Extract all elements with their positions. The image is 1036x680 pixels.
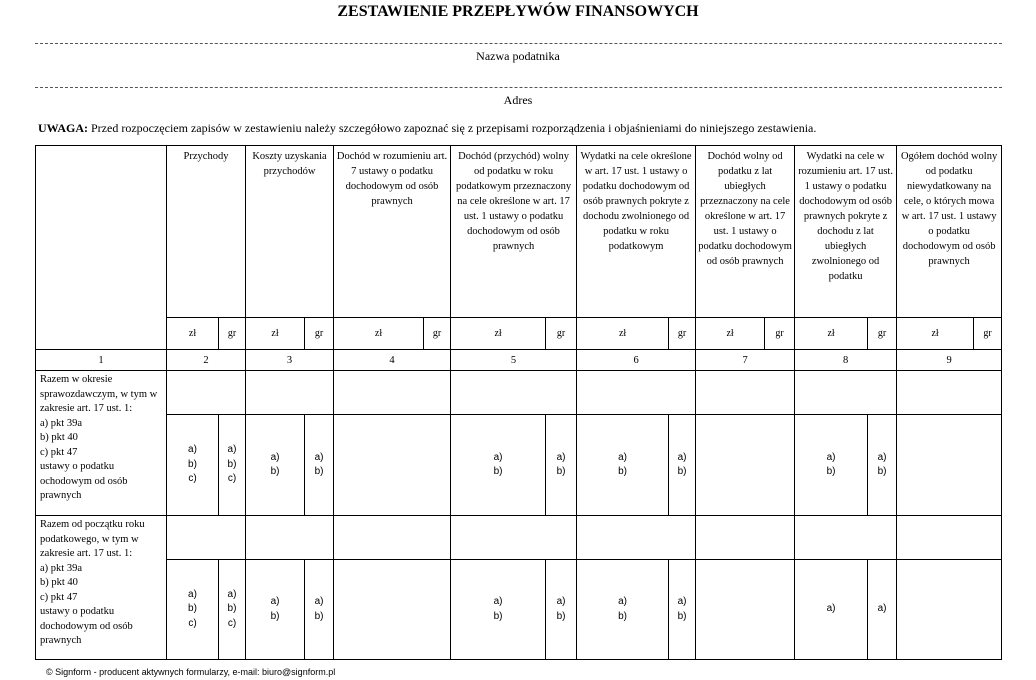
breakdown-gr-income[interactable]: a) b) c) <box>219 560 246 660</box>
breakdown-unspent-total[interactable] <box>897 560 1002 660</box>
total-cell-expenses-current[interactable] <box>577 516 696 560</box>
breakdown-zl-costs[interactable]: a) b) <box>246 415 305 516</box>
breakdown-gr-exempt-income[interactable]: a) b) <box>546 560 577 660</box>
notice <box>38 121 816 136</box>
breakdown-gr-income[interactable]: a) b) c) <box>219 415 246 516</box>
breakdown-gr-expenses-current[interactable]: a) b) <box>669 560 696 660</box>
breakdown-exempt-prior[interactable] <box>696 560 795 660</box>
col-number: 5 <box>451 350 577 371</box>
col-header-income-art7: Dochód w rozumieniu art. 7 ustawy o podatku dochodowym od osób prawnych <box>334 146 451 318</box>
unit-gr: gr <box>669 318 696 350</box>
total-cell-exempt-prior[interactable] <box>696 516 795 560</box>
total-cell-exempt-income[interactable] <box>451 371 577 415</box>
row-label-reporting-period: Razem w okresie sprawozdawczym, w tym w zakresie art. 17 ust. 1: a) pkt 39a b) pkt 40 c) pkt 47 ustawy o podatku ochodowym od osób prawnych <box>36 371 167 516</box>
unit-gr: gr <box>974 318 1002 350</box>
total-cell-costs[interactable] <box>246 516 334 560</box>
unit-zl: zł <box>577 318 669 350</box>
unit-zl: zł <box>696 318 765 350</box>
footer-credit: © Signform - producent aktywnych formularzy, e-mail: biuro@signform.pl <box>46 667 336 677</box>
col-header-income: Przychody <box>167 146 246 318</box>
col-header-unspent-total: Ogółem dochód wolny od podatku niewydatkowany na cele, o których mowa w art. 17 ust. 1 ustawy o podatku dochodowym od osób prawnych <box>897 146 1002 318</box>
breakdown-exempt-prior[interactable] <box>696 415 795 516</box>
unit-zl: zł <box>246 318 305 350</box>
col-number: 7 <box>696 350 795 371</box>
breakdown-zl-expenses-current[interactable]: a) b) <box>577 415 669 516</box>
taxpayer-name-line <box>35 43 1002 44</box>
breakdown-zl-exempt-income[interactable]: a) b) <box>451 415 546 516</box>
total-cell-income-art7[interactable] <box>334 516 451 560</box>
total-cell-unspent-total[interactable] <box>897 371 1002 415</box>
breakdown-zl-expenses-prior[interactable]: a) b) <box>795 415 868 516</box>
total-cell-income[interactable] <box>167 371 246 415</box>
unit-gr: gr <box>765 318 795 350</box>
breakdown-gr-costs[interactable]: a) b) <box>305 415 334 516</box>
unit-zl: zł <box>167 318 219 350</box>
col-number: 9 <box>897 350 1002 371</box>
col-header-exempt-prior: Dochód wolny od podatku z lat ubiegłych przeznaczony na cele określone w art. 17 ust. 1 ustawy o podatku dochodowym od osób prawnych <box>696 146 795 318</box>
breakdown-gr-expenses-prior[interactable]: a) b) <box>868 415 897 516</box>
breakdown-income-art7[interactable] <box>334 415 451 516</box>
total-cell-expenses-prior[interactable] <box>795 516 897 560</box>
breakdown-zl-income[interactable]: a) b) c) <box>167 560 219 660</box>
total-cell-exempt-income[interactable] <box>451 516 577 560</box>
total-cell-income-art7[interactable] <box>334 371 451 415</box>
unit-zl: zł <box>795 318 868 350</box>
col-number: 1 <box>36 350 167 371</box>
unit-gr: gr <box>546 318 577 350</box>
unit-zl: zł <box>897 318 974 350</box>
col-header-expenses-current: Wydatki na cele określone w art. 17 ust. 1 ustawy o podatku dochodowym od osób prawnych pokryte z dochodu zwolnionego od podatku w roku podatkowym <box>577 146 696 318</box>
col-header-expenses-prior: Wydatki na cele w rozumieniu art. 17 ust. 1 ustawy o podatku dochodowym od osób prawnych pokryte z dochodu z lat ubiegłych zwolnionego od podatku <box>795 146 897 318</box>
cash-flow-table <box>35 145 1002 660</box>
total-cell-expenses-prior[interactable] <box>795 371 897 415</box>
total-cell-expenses-current[interactable] <box>577 371 696 415</box>
col-number: 2 <box>167 350 246 371</box>
breakdown-zl-expenses-current[interactable]: a) b) <box>577 560 669 660</box>
unit-gr: gr <box>305 318 334 350</box>
col-number: 3 <box>246 350 334 371</box>
breakdown-gr-expenses-prior[interactable]: a) <box>868 560 897 660</box>
breakdown-gr-expenses-current[interactable]: a) b) <box>669 415 696 516</box>
notice-text: Przed rozpoczęciem zapisów w zestawieniu należy szczegółowo zapoznać się z przepisami rozporządzenia i objaśnieniami do niniejszego zestawienia. <box>88 121 817 135</box>
col-number: 6 <box>577 350 696 371</box>
total-cell-income[interactable] <box>167 516 246 560</box>
form-title: ZESTAWIENIE PRZEPŁYWÓW FINANSOWYCH <box>337 3 699 20</box>
notice-label: UWAGA: <box>38 121 88 135</box>
address-label: Adres <box>503 93 533 107</box>
address-line <box>35 87 1002 88</box>
unit-zl: zł <box>451 318 546 350</box>
breakdown-zl-costs[interactable]: a) b) <box>246 560 305 660</box>
row-label-year-to-date: Razem od początku roku podatkowego, w tym w zakresie art. 17 ust. 1: a) pkt 39a b) pkt 40 c) pkt 47 ustawy o podatku dochodowym od osób prawnych <box>36 516 167 660</box>
col-header-exempt-income: Dochód (przychód) wolny od podatku w roku podatkowym przeznaczony na cele określone w art. 17 ust. 1 ustawy o podatku dochodowym od osób prawnych <box>451 146 577 318</box>
taxpayer-name-label: Nazwa podatnika <box>476 49 560 63</box>
breakdown-gr-costs[interactable]: a) b) <box>305 560 334 660</box>
col-number: 4 <box>334 350 451 371</box>
header-corner-cell <box>36 146 167 350</box>
breakdown-gr-exempt-income[interactable]: a) b) <box>546 415 577 516</box>
breakdown-income-art7[interactable] <box>334 560 451 660</box>
total-cell-exempt-prior[interactable] <box>696 371 795 415</box>
breakdown-zl-exempt-income[interactable]: a) b) <box>451 560 546 660</box>
unit-zl: zł <box>334 318 424 350</box>
breakdown-zl-income[interactable]: a) b) c) <box>167 415 219 516</box>
col-number: 8 <box>795 350 897 371</box>
breakdown-unspent-total[interactable] <box>897 415 1002 516</box>
unit-gr: gr <box>424 318 451 350</box>
total-cell-unspent-total[interactable] <box>897 516 1002 560</box>
unit-gr: gr <box>219 318 246 350</box>
col-header-costs: Koszty uzyskania przychodów <box>246 146 334 318</box>
unit-gr: gr <box>868 318 897 350</box>
breakdown-zl-expenses-prior[interactable]: a) <box>795 560 868 660</box>
total-cell-costs[interactable] <box>246 371 334 415</box>
